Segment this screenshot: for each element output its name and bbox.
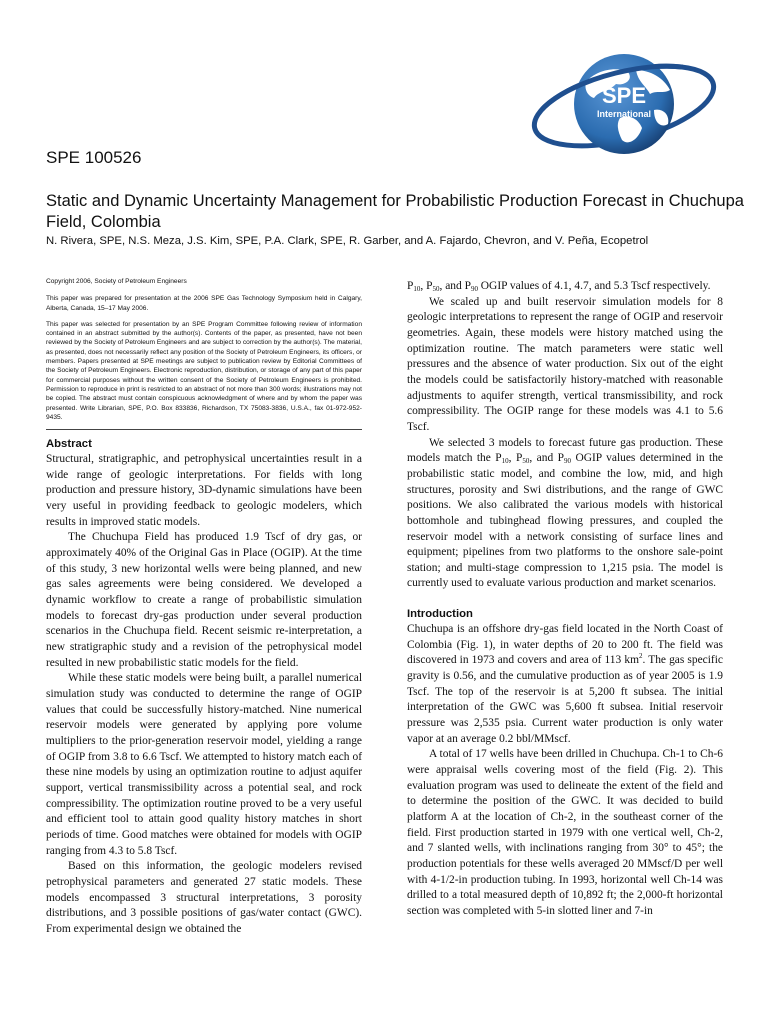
paragraph-text: . The gas specific gravity is 0.56, and the cumulative production as of year 2005 is 1.9 Tscf. The top of the reservoir is at 5,200 ft subsea. The initial interpretation of the GWC was 5,600 ft subsea. Initial reservoir pressure was 2,535 psia. Current water production is only water vapor at an average 0.2 bbl/MMscf. xyxy=(407,654,723,745)
logo-subtext: International xyxy=(596,109,652,119)
author-list: N. Rivera, SPE, N.S. Meza, J.S. Kim, SPE, P.A. Clark, SPE, R. Garber, and A. Fajardo, Chevron, and V. Peña, Ecopetrol xyxy=(46,235,649,247)
paragraph-text: Chuchupa is an offshore dry-gas field located in the North Coast of Colombia (Fig. 1), in water depths of 20 to 200 ft. The field was discovered in 1973 and covers and area of 113 km xyxy=(407,623,723,667)
percentile-subscript: 90 xyxy=(470,285,478,293)
superscript: 2 xyxy=(638,652,643,661)
percentile-subscript: 90 xyxy=(564,457,571,466)
percentile-label: P xyxy=(495,452,502,465)
paragraph-text: OGIP values determined in the probabilistic static model, and combine the low, mid, and high structures, porosity and Swi distributions, and the range of GWC positions. We also calibrated the various models with historical bottomhole and tubinghead flowing pressures, and coupled the reservoir model with a network consisting of surface lines and equipment; pipelines from two platforms to the onshore sale-point station; and multi-stage compression to 1,215 psia. The model is currently used to evaluate various production and market scenarios. xyxy=(407,452,724,590)
abstract-heading: Abstract xyxy=(46,438,92,451)
introduction-paragraph: A total of 17 wells have been drilled in Chuchupa. Ch-1 to Ch-6 were appraisal wells covering most of the field (Fig. 2). This evaluation program was used to delineate the extent of the field and to determine the position of the GWC. It was decided to build platform A at the location of Ch-2, in the southeast corner of the field. First production started in 1979 with one vertical well, Ch-2, and 7 slanted wells, with inclinations ranging from 30° to 45°; the production potentials for these wells averaged 20 MMscf/D per well with 4-1/2-in production tubing. In 1993, horizontal well Ch-14 was drilled to a total measured depth of 10,892 ft; the 2,000-ft horizontal section was completed with 5-in slotted liner and 7-in xyxy=(407,748,723,917)
paper-number: SPE 100526 xyxy=(46,148,142,167)
percentile-label: P xyxy=(464,280,471,292)
abstract-paragraph: While these static models were being built, a parallel numerical simulation study was conducted to determine the range of OGIP values that could be successfully history-matched. Nine numerical reservoir models were generated by applying pore volume multipliers to the prior-generation reservoir model, yielding a range of OGIP from 3.8 to 6.6 Tscf. We attempted to history match each of these nine models by using an optimization routine to adjust aquifer support, vertical transmissibility across a potential seal, and rock compressibility. The optimization routine proved to be a very useful and efficient tool to attain good quality history matches in short periods of time. Good matches were obtained for models with OGIP ranging from 4.3 to 5.8 Tscf. xyxy=(46,672,362,857)
percentile-subscript: 50 xyxy=(432,285,440,293)
abstract-paragraph: We scaled up and built reservoir simulation models for 8 geologic interpretations to represent the range of OGIP and reservoir geometries. Again, these models were history matched using the optimization routine. The match parameters were static well pressures and the absence of water production. Six out of the eight the models could be satisfactorily history-matched with reasonable adjustments to aquifer strength, vertical transmissibility, and rock compressibility. The OGIP range for these models was 4.1 to 5.6 Tscf. xyxy=(407,295,723,433)
globe-icon xyxy=(524,40,724,170)
paragraph-text: We selected 3 models to forecast future gas production. These models match the xyxy=(407,436,723,465)
percentile-label: P xyxy=(426,280,433,292)
logo-text: SPE xyxy=(601,83,647,108)
paper-title: Static and Dynamic Uncertainty Management for Probabilistic Production Forecast in Chuchupa Field, Colombia xyxy=(46,192,744,231)
spe-logo xyxy=(524,40,724,170)
abstract-paragraph: The Chuchupa Field has produced 1.9 Tscf of dry gas, or approximately 40% of the Original Gas in Place (OGIP). At the time of this study, 3 new horizontal wells were being planned, and new gas sales agreements were being considered. We developed a dynamic workflow to create a range of probabilistic simulation models to forecast dry-gas production under several production scenarios in the Chuchupa field. Recent seismic re-interpretation, a new stratigraphic study and a revision of the petrophysical model resulted in new probabilistic static models for the field. xyxy=(46,531,362,669)
copyright-notice: Copyright 2006, Society of Petroleum Engineers xyxy=(46,278,187,285)
abstract-paragraph: Based on this information, the geologic modelers revised petrophysical parameters and generated 27 static models. These models encompassed 3 structural interpretations, 3 porosity distributions, and 3 possible positions of gas/water contact (GWC). From experimental design we obtained the xyxy=(46,860,362,935)
introduction-heading: Introduction xyxy=(407,608,473,621)
percentile-label: P xyxy=(557,452,564,465)
percentile-subscript: 50 xyxy=(522,457,530,466)
left-column xyxy=(46,277,362,938)
continued-text: OGIP values of 4.1, 4.7, and 5.3 Tscf respectively. xyxy=(477,280,711,292)
review-notice: This paper was selected for presentation by an SPE Program Committee following review of information contained in an abstract submitted by the author(s). Contents of the paper, as presented, have not been reviewed by the Society of Petroleum Engineers and are subject to correction by the author(s). The material, as presented, does not necessarily reflect any position of the Society of Petroleum Engineers, its officers, or members. Papers presented at SPE meetings are subject to publication review by Editorial Committees of the Society of Petroleum Engineers. Electronic reproduction, distribution, or storage of any part of this paper for commercial purposes without the written consent of the Society of Petroleum Engineers is prohibited. Permission to reproduce in print is restricted to an abstract of not more than 300 words; illustrations may not be copied. The abstract must contain conspicuous acknowledgment of where and by whom the paper was presented. Write Librarian, SPE, P.O. Box 833836, Richardson, TX 75083-3836, U.S.A., fax 01-972-952-9435. xyxy=(46,320,362,421)
abstract-paragraph: Structural, stratigraphic, and petrophysical uncertainties result in a wide range of geologic interpretations. For fields with long production and pressure history, 3D-dynamic simulations have been very useful in providing feedback to geologic modelers, which results in improved static models. xyxy=(46,453,362,528)
percentile-subscript: 10 xyxy=(413,285,421,293)
front-matter-divider xyxy=(46,429,362,430)
abstract-paragraph: We selected 3 models to forecast future gas production. These models match the $P_{10}$, $P_{50}$, and $P_{90}$ OGIP values determined in the probabilistic static model, and combine the low, mid, and high structures, porosity and Swi distributions, and the range of GWC positions. We also calibrated the various models with historical bottomhole and tubinghead flowing pressures, and coupled the reservoir model with a network consisting of surface lines and equipment; pipelines from two platforms to the onshore sale-point station; and multi-stage compression to 1,215 psia. The model is currently used to evaluate various production and market scenarios. xyxy=(407,436,724,590)
introduction-paragraph xyxy=(407,622,723,747)
abstract-paragraph-continued: $P_{10}$, $P_{50}$, and $P_{90}$ OGIP values of 4.1, 4.7, and 5.3 Tscf respectively. xyxy=(407,280,711,293)
percentile-label: P xyxy=(407,280,414,292)
percentile-label: P xyxy=(515,452,523,465)
presentation-notice: This paper was prepared for presentation at the 2006 SPE Gas Technology Symposium held in Calgary, Alberta, Canada, 15–17 May 2006. xyxy=(46,295,362,312)
right-column xyxy=(407,279,723,920)
percentile-subscript: 10 xyxy=(501,457,509,466)
